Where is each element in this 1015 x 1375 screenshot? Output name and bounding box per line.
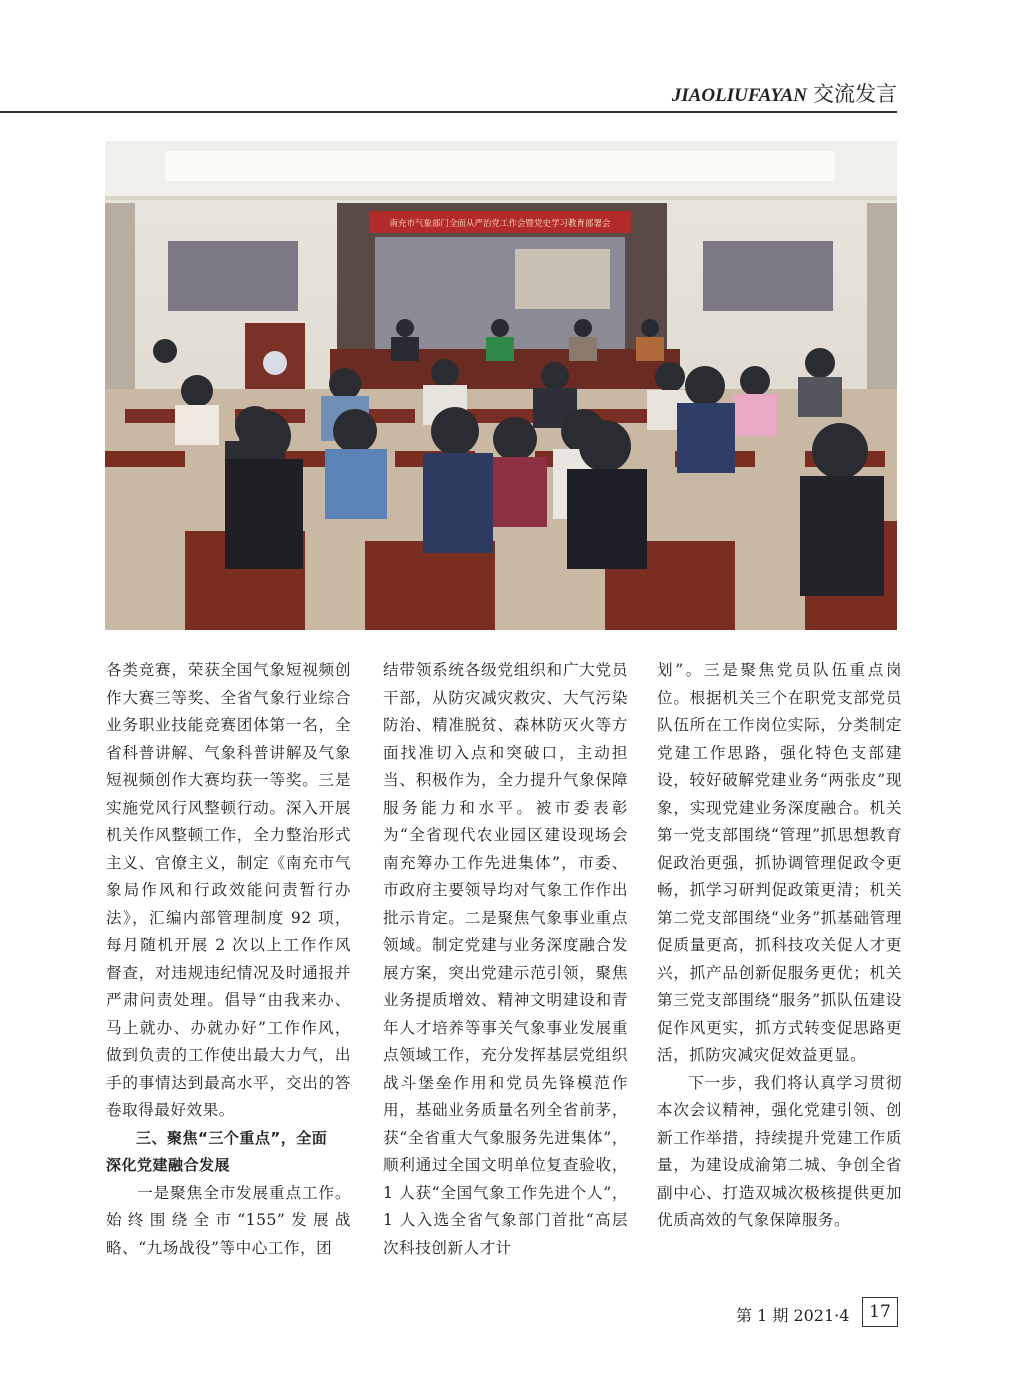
section-heading-line2: 深化党建融合发展	[106, 1156, 231, 1174]
meeting-photo	[105, 141, 897, 630]
page-number: 17	[862, 1297, 898, 1327]
header-pinyin: JIAOLIUFAYAN	[671, 85, 807, 106]
paragraph: 划”。三是聚焦党员队伍重点岗位。根据机关三个在职党支部党员队伍所在工作岗位实际，分类制定党建工作思路，强化特色支部建设，较好破解党建业务“两张皮”现象，实现党建业务深度融合。机关第一党支部围绕“管理”抓思想教育促政治更强，抓协调管理促政令更畅，抓学习研判促政策更清；机关第二党支部围绕“业务”抓基础管理促质量更高，抓科技攻关促人才更兴，抓产品创新促服务更优；机关第三党支部围绕“服务”抓队伍建设促作风更实，抓方式转变促思路更活，抓防灾减灾促效益更显。	[657, 661, 902, 1064]
header-rule	[0, 111, 897, 113]
text-column-1	[106, 657, 351, 1262]
paragraph: 结带领系统各级党组织和广大党员干部，从防灾减灾救灾、大气污染防治、精准脱贫、森林防灭火等方面找准切入点和突破口，主动担当、积极作为，全力提升气象保障服务能力和水平。被市委表彰为“全省现代农业园区建设现场会南充筹办工作先进集体”，市委、市政府主要领导均对气象工作作出批示肯定。二是聚焦气象事业重点领域。制定党建与业务深度融合发展方案，突出党建示范引领，聚焦业务提质增效、精神文明建设和青年人才培养等事关气象事业发展重点领域工作，充分发挥基层党组织战斗堡垒作用和党员先锋模范作用，基础业务质量名列全省前茅，获“全省重大气象服务先进集体”，顺利通过全国文明单位复查验收，1 人获“全国气象工作先进个人”，1 人入选全省气象部门首批“高层次科技创新人才计	[383, 661, 628, 1257]
paragraph: 各类竞赛，荣获全国气象短视频创作大赛三等奖、全省气象行业综合业务职业技能竞赛团体第一名，全省科普讲解、气象科普讲解及气象短视频创作大赛均获一等奖。三是实施党风行风整顿行动。深入开展机关作风整顿工作，全力整治形式主义、官僚主义，制定《南充市气象局作风和行政效能问责暂行办法》，汇编内部管理制度 92 项，每月随机开展 2 次以上工作作风督查，对违规违纪情况及时通报并严肃问责处理。倡导“由我来办、马上就办、办就办好”工作作风，做到负责的工作使出最大力气，出手的事情达到最高水平，交出的答卷取得最好效果。	[106, 661, 351, 1119]
header-section-title: 交流发言	[813, 82, 897, 106]
paragraph: 一是聚焦全市发展重点工作。始终围绕全市“155”发展战略、“九场战役”等中心工作，团	[106, 1183, 351, 1257]
text-column-2	[383, 657, 628, 1262]
running-header	[0, 78, 897, 108]
page-footer	[700, 1296, 900, 1328]
section-heading-line1: 三、聚焦“三个重点”，全面	[136, 1128, 328, 1147]
issue-info: 第 1 期 2021·4	[736, 1306, 850, 1325]
paragraph: 下一步，我们将认真学习贯彻本次会议精神，强化党建引领、创新工作举措，持续提升党建工作质量，为建设成渝第二城、争创全省副中心、打造双城次极核提供更加优质高效的气象保障服务。	[657, 1073, 902, 1229]
text-column-3	[657, 657, 902, 1235]
banner-text: 南充市气象部门全面从严治党工作会暨党史学习教育部署会	[389, 219, 611, 229]
